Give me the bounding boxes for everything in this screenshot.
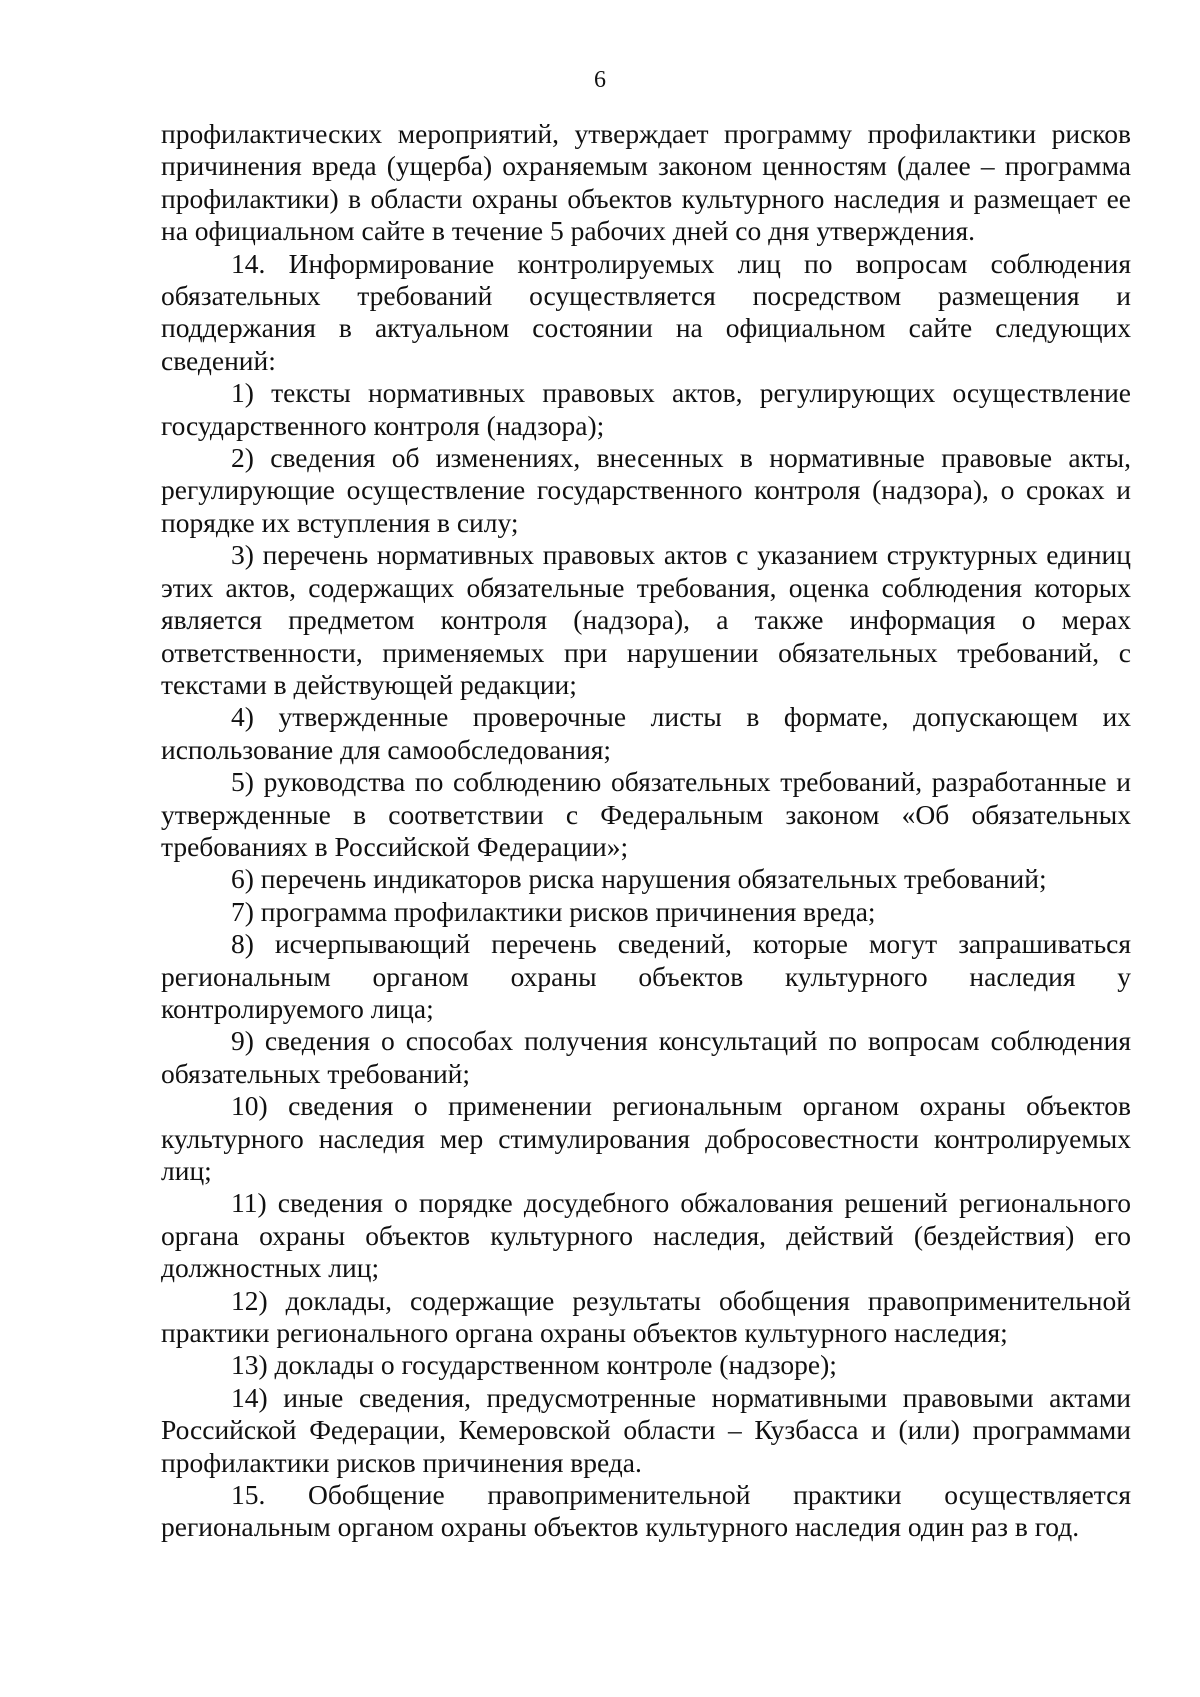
list-item: 3) перечень нормативных правовых актов с указанием структурных единиц этих актов, содержащих обязательные требования, оценка соблюдения которых является предметом контроля (надзора), а также информация о мерах ответственности, применяемых при нарушении обязательных требований, с текстами в действующей редакции; [161,539,1131,700]
paragraph: 15. Обобщение правоприменительной практики осуществляется региональным органом охраны объектов культурного наследия один раз в год. [161,1479,1131,1543]
list-item: 11) сведения о порядке досудебного обжалования решений регионального органа охраны объектов культурного наследия, действий (бездействия) его должностных лиц; [161,1187,1131,1284]
document-body [161,118,1131,1544]
list-item: 9) сведения о способах получения консультаций по вопросам соблюдения обязательных требований; [161,1025,1131,1089]
list-item: 14) иные сведения, предусмотренные нормативными правовыми актами Российской Федерации, Кемеровской области – Кузбасса и (или) программами профилактики рисков причинения вреда. [161,1381,1131,1478]
paragraph: профилактических мероприятий, утверждает программу профилактики рисков причинения вреда (ущерба) охраняемым законом ценностям (далее – программа профилактики) в области охраны объектов культурного наследия и размещает ее на официальном сайте в течение 5 рабочих дней со дня утверждения. [161,118,1131,247]
list-item: 6) перечень индикаторов риска нарушения обязательных требований; [231,863,1047,895]
page-number: 6 [594,67,606,93]
list-item: 1) тексты нормативных правовых актов, регулирующих осуществление государственного контроля (надзора); [161,377,1131,441]
list-item: 7) программа профилактики рисков причинения вреда; [231,895,876,927]
list-item: 4) утвержденные проверочные листы в формате, допускающем их использование для самообследования; [161,701,1131,765]
list-item: 5) руководства по соблюдению обязательных требований, разработанные и утвержденные в соответствии с Федеральным законом «Об обязательных требованиях в Российской Федерации»; [161,766,1131,862]
list-item: 13) доклады о государственном контроле (надзоре); [231,1349,837,1381]
list-item: 8) исчерпывающий перечень сведений, которые могут запрашиваться региональным органом охраны объектов культурного наследия у контролируемого лица; [161,928,1131,1024]
list-item: 12) доклады, содержащие результаты обобщения правоприменительной практики регионального органа охраны объектов культурного наследия; [161,1284,1131,1349]
list-item: 2) сведения об изменениях, внесенных в нормативные правовые акты, регулирующие осуществление государственного контроля (надзора), о сроках и порядке их вступления в силу; [161,442,1131,538]
paragraph: 14. Информирование контролируемых лиц по вопросам соблюдения обязательных требований осуществляется посредством размещения и поддержания в актуальном состоянии на официальном сайте следующих сведений: [161,247,1131,376]
list-item: 10) сведения о применении региональным органом охраны объектов культурного наследия мер стимулирования добросовестности контролируемых лиц; [161,1090,1131,1186]
